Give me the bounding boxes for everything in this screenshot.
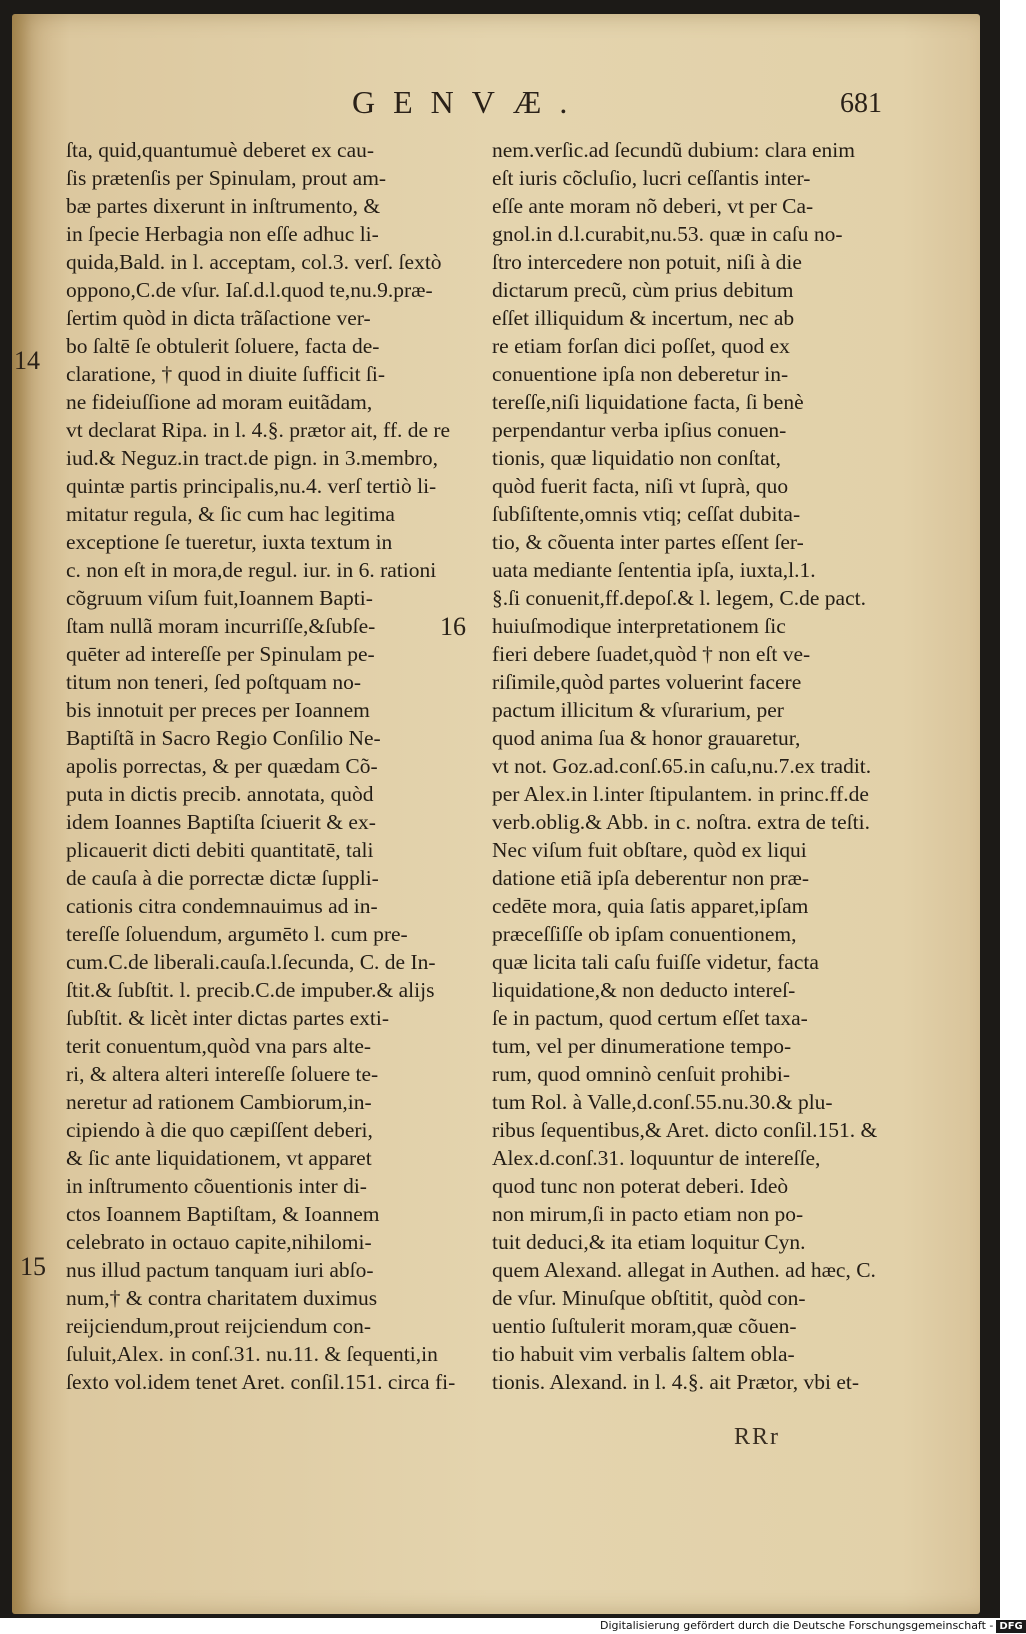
text-line: cõgruum viſum fuit,Ioannem Bapti- bbox=[66, 586, 373, 610]
text-line: cipiendo à die quo cæpiſſent deberi, bbox=[66, 1118, 373, 1142]
text-line: ctos Ioannem Baptiſtam, & Ioannem bbox=[66, 1202, 380, 1226]
text-line: §.ſi conuenit,ff.depoſ.& l. legem, C.de pact. bbox=[492, 586, 866, 610]
text-line: num,† & contra charitatem duximus bbox=[66, 1286, 378, 1310]
text-line: nem.verſic.ad ſecundũ dubium: clara enim bbox=[492, 138, 855, 162]
text-line: oppono,C.de vſur. Iaſ.d.l.quod te,nu.9.præ- bbox=[66, 278, 433, 302]
text-line: terit conuentum,quòd vna pars alte- bbox=[66, 1034, 372, 1058]
text-line: gnol.in d.l.curabit,nu.53. quæ in caſu no- bbox=[492, 222, 843, 246]
text-line: reijciendum,prout reijciendum con- bbox=[66, 1314, 372, 1338]
text-line: quòd fuerit facta, niſi vt ſuprà, quo bbox=[492, 474, 789, 498]
text-line: Baptiſtã in Sacro Regio Conſilio Ne- bbox=[66, 726, 381, 750]
text-line: re etiam forſan dici poſſet, quod ex bbox=[492, 334, 790, 358]
text-line: exceptione ſe tueretur, iuxta textum in bbox=[66, 530, 393, 554]
text-line: per Alex.in l.inter ſtipulantem. in princ.ff.de bbox=[492, 782, 869, 806]
text-line: eſt iuris cõcluſio, lucri ceſſantis inter- bbox=[492, 166, 811, 190]
text-line: in ſpecie Herbagia non eſſe adhuc li- bbox=[66, 222, 379, 246]
text-line: tereſſe ſoluendum, argumēto l. cum pre- bbox=[66, 922, 408, 946]
text-line: nus illud pactum tanquam iuri abſo- bbox=[66, 1258, 374, 1282]
text-line: & ſic ante liquidationem, vt apparet bbox=[66, 1146, 372, 1170]
text-line: neretur ad rationem Cambiorum,in- bbox=[66, 1090, 372, 1114]
text-line: Alex.d.conſ.31. loquuntur de intereſſe, bbox=[492, 1146, 821, 1170]
text-line: fieri debere ſuadet,quòd † non eſt ve- bbox=[492, 642, 811, 666]
text-line: cum.C.de liberali.cauſa.l.ſecunda, C. de In- bbox=[66, 950, 436, 974]
text-line: idem Ioannes Baptiſta ſciuerit & ex- bbox=[66, 810, 376, 834]
text-line: ſtit.& ſubſtit. l. precib.C.de impuber.& alijs bbox=[66, 978, 435, 1002]
text-line: bis innotuit per preces per Ioannem bbox=[66, 698, 370, 722]
text-line: huiuſmodique interpretationem ſic bbox=[492, 614, 786, 638]
text-line: præceſſiſſe ob ipſam conuentionem, bbox=[492, 922, 797, 946]
text-line: iud.& Neguz.in tract.de pign. in 3.membro, bbox=[66, 446, 438, 470]
text-line: ſubſtit. & licèt inter dictas partes exti- bbox=[66, 1006, 390, 1030]
text-line: rum, quod omninò cenſuit prohibi- bbox=[492, 1062, 790, 1086]
text-line: tionis, quæ liquidatio non conſtat, bbox=[492, 446, 782, 470]
text-line: ſis prætenſis per Spinulam, prout am- bbox=[66, 166, 387, 190]
text-line: dictarum precũ, cùm prius debitum bbox=[492, 278, 794, 302]
dfg-logo: DFG bbox=[996, 1620, 1025, 1633]
text-line: ri, & altera alteri intereſſe ſoluere te- bbox=[66, 1062, 379, 1086]
text-line: ſta, quid,quantumuè deberet ex cau- bbox=[66, 138, 375, 162]
text-line: quem Alexand. allegat in Authen. ad hæc, C. bbox=[492, 1258, 876, 1282]
text-line: ribus ſequentibus,& Aret. dicto conſil.151. & bbox=[492, 1118, 878, 1142]
text-line: uata mediante ſententia ipſa, iuxta,l.1. bbox=[492, 558, 816, 582]
running-title: GENVÆ. bbox=[352, 84, 586, 120]
text-line: ne fideiuſſione ad moram euitãdam, bbox=[66, 390, 373, 414]
text-line: ſtam nullã moram incurriſſe,&ſubſe- bbox=[66, 614, 376, 638]
text-line: quēter ad intereſſe per Spinulam pe- bbox=[66, 642, 375, 666]
catchword: RRr bbox=[734, 1424, 781, 1450]
text-line: mitatur regula, & ſic cum hac legitima bbox=[66, 502, 395, 526]
text-line: tuit deduci,& ita etiam loquitur Cyn. bbox=[492, 1230, 806, 1254]
text-line: puta in dictis precib. annotata, quòd bbox=[66, 782, 374, 806]
text-line: vt declarat Ripa. in l. 4.§. prætor ait, ff. de re bbox=[66, 418, 451, 442]
text-line: de cauſa à die porrectæ dictæ ſuppli- bbox=[66, 866, 379, 890]
text-line: ſubſiſtente,omnis vtiq; ceſſat dubita- bbox=[492, 502, 801, 526]
text-line: cedēte mora, quia ſatis apparet,ipſam bbox=[492, 894, 809, 918]
text-line: celebrato in octauo capite,nihilomi- bbox=[66, 1230, 372, 1254]
text-line: bæ partes dixerunt in inſtrumento, & bbox=[66, 194, 381, 218]
text-line: tum, vel per dinumeratione tempo- bbox=[492, 1034, 792, 1058]
text-line: apolis porrectas, & per quædam Cõ- bbox=[66, 754, 378, 778]
text-line: titum non teneri, ſed poſtquam no- bbox=[66, 670, 361, 694]
margin-number-15: 15 bbox=[20, 1252, 46, 1281]
text-line: bo ſaltē ſe obtulerit ſoluere, facta de- bbox=[66, 334, 380, 358]
right-text-column bbox=[492, 136, 884, 1396]
text-line: non mirum,ſi in pacto etiam non po- bbox=[492, 1202, 804, 1226]
text-line: de vſur. Minuſque obſtitit, quòd con- bbox=[492, 1286, 806, 1310]
text-line: riſimile,quòd partes voluerint facere bbox=[492, 670, 802, 694]
text-line: c. non eſt in mora,de regul. iur. in 6. rationi bbox=[66, 558, 437, 582]
text-line: tio, & cõuenta inter partes eſſent ſer- bbox=[492, 530, 804, 554]
text-line: plicauerit dicti debiti quantitatē, tali bbox=[66, 838, 374, 862]
left-text-column bbox=[66, 136, 458, 1396]
text-line: ſe in pactum, quod certum eſſet taxa- bbox=[492, 1006, 808, 1030]
text-line: quæ licita tali caſu fuiſſe videtur, facta bbox=[492, 950, 819, 974]
text-line: quida,Bald. in l. acceptam, col.3. verſ. ſextò bbox=[66, 250, 442, 274]
text-line: datione etiã ipſa deberentur non præ- bbox=[492, 866, 810, 890]
text-line: in inſtrumento cõuentionis inter di- bbox=[66, 1174, 367, 1198]
text-line: quintæ partis principalis,nu.4. verſ tertiò li- bbox=[66, 474, 437, 498]
footer-text: Digitalisierung gefördert durch die Deutsche Forschungsgemeinschaft - bbox=[600, 1619, 994, 1632]
text-line: quod anima ſua & honor grauaretur, bbox=[492, 726, 801, 750]
text-line: quod tunc non poterat deberi. Ideò bbox=[492, 1174, 789, 1198]
margin-number-16: 16 bbox=[440, 612, 466, 641]
text-line: eſſe ante moram nõ deberi, vt per Ca- bbox=[492, 194, 814, 218]
text-line: eſſet illiquidum & incertum, nec ab bbox=[492, 306, 795, 330]
text-line: Nec viſum fuit obſtare, quòd ex liqui bbox=[492, 838, 807, 862]
text-line: vt not. Goz.ad.conſ.65.in caſu,nu.7.ex tradit. bbox=[492, 754, 872, 778]
text-line: uentio ſuſtulerit moram,quæ cõuen- bbox=[492, 1314, 797, 1338]
text-line: verb.oblig.& Abb. in c. noſtra. extra de teſti. bbox=[492, 810, 870, 834]
folio-number: 681 bbox=[840, 88, 882, 119]
text-line: perpendantur verba ipſius conuen- bbox=[492, 418, 787, 442]
margin-number-14: 14 bbox=[14, 346, 40, 375]
text-line: cationis citra condemnauimus ad in- bbox=[66, 894, 378, 918]
text-line: ſertim quòd in dicta trãſactione ver- bbox=[66, 306, 371, 330]
text-line: claratione, † quod in diuite ſufficit ſi- bbox=[66, 362, 386, 386]
text-line: tum Rol. à Valle,d.conſ.55.nu.30.& plu- bbox=[492, 1090, 833, 1114]
text-line: pactum illicitum & vſurarium, per bbox=[492, 698, 784, 722]
text-line: ſexto vol.idem tenet Aret. conſil.151. circa fi- bbox=[66, 1370, 456, 1394]
text-line: conuentione ipſa non deberetur in- bbox=[492, 362, 789, 386]
text-line: tionis. Alexand. in l. 4.§. ait Prætor, vbi et- bbox=[492, 1370, 860, 1394]
book-page bbox=[12, 14, 980, 1614]
text-line: tio habuit vim verbalis ſaltem obla- bbox=[492, 1342, 795, 1366]
text-line: ſuluit,Alex. in conſ.31. nu.11. & ſequenti,in bbox=[66, 1342, 438, 1366]
text-line: ſtro intercedere non potuit, niſi à die bbox=[492, 250, 802, 274]
text-line: liquidatione,& non deducto intereſ- bbox=[492, 978, 796, 1002]
digitization-footer bbox=[600, 1617, 1023, 1634]
text-line: tereſſe,niſi liquidatione facta, ſi benè bbox=[492, 390, 804, 414]
